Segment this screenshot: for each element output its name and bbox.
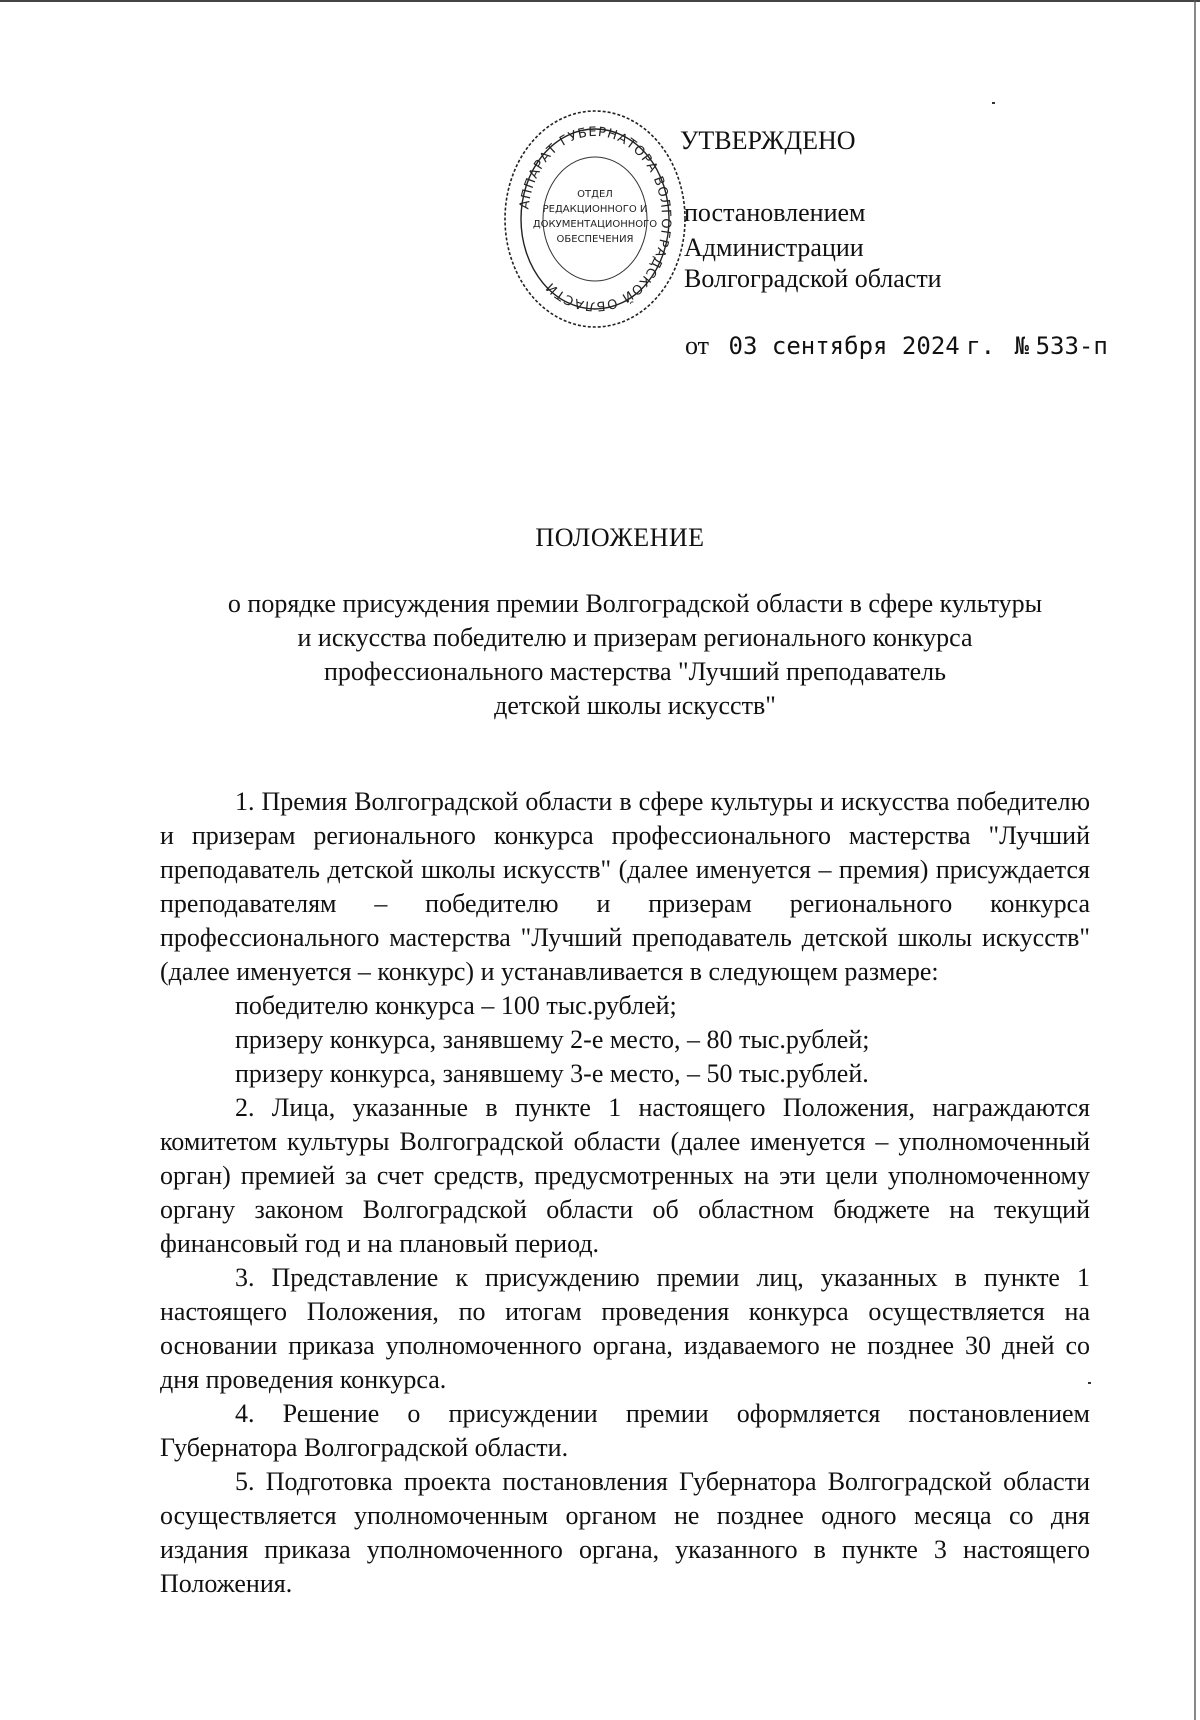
document-body <box>160 785 1090 1601</box>
prize-item-second: призеру конкурса, занявшему 2-е место, – 80 тыс.рублей; <box>235 1025 870 1054</box>
document-subtitle <box>160 587 1110 723</box>
approval-line: Администрации <box>684 233 864 262</box>
subtitle-line: детской школы искусств" <box>494 691 776 720</box>
approval-number-sign: № <box>1014 332 1030 360</box>
document-title: ПОЛОЖЕНИЕ <box>535 523 705 552</box>
scan-speck <box>992 102 995 104</box>
approval-title: УТВЕРЖДЕНО <box>680 126 856 155</box>
stamp-center-line: ОТДЕЛ <box>577 189 613 200</box>
stamp-center-line: ОБЕСПЕЧЕНИЯ <box>556 234 634 245</box>
scan-edge-top <box>0 0 1200 2</box>
approval-number: 533-п <box>1035 332 1108 360</box>
paragraph-3: 3. Представление к присуждению премии лиц, указанных в пункте 1 настоящего Положения, по итогам проведения конкурса осуществляется на основании приказа уполномоченного органа, издаваемого не позднее 30 дней со дня проведения конкурса. <box>160 1263 1090 1394</box>
official-stamp <box>500 104 690 334</box>
subtitle-line: профессионального мастерства "Лучший преподаватель <box>324 657 946 686</box>
paragraph-5: 5. Подготовка проекта постановления Губернатора Волгоградской области осуществляется уполномоченным органом не позднее одного месяца со дня издания приказа уполномоченного органа, указанного в пункте 3 настоящего Положения. <box>160 1467 1090 1598</box>
approval-year-suffix: г. <box>966 332 996 360</box>
subtitle-line: и искусства победителю и призерам регионального конкурса <box>297 623 973 652</box>
paragraph-1: 1. Премия Волгоградской области в сфере культуры и искусства победителю и призерам регионального конкурса профессионального мастерства "Лучший преподаватель детской школы искусств" (далее именуется – премия) присуждается преподавателям – победителю и призерам регионального конкурса профессионального мастерства "Лучший преподаватель детской школы искусств" (далее именуется – конкурс) и устанавливается в следующем размере: <box>160 787 1090 986</box>
approval-line: Волгоградской области <box>684 264 942 293</box>
approval-reference <box>685 330 1108 362</box>
stamp-center-line: ДОКУМЕНТАЦИОННОГО <box>532 219 658 230</box>
prize-item-winner: победителю конкурса – 100 тыс.рублей; <box>235 991 677 1020</box>
paragraph-2: 2. Лица, указанные в пункте 1 настоящего Положения, награждаются комитетом культуры Волгоградской области (далее именуется – уполномоченный орган) премией за счет средств, предусмотренных на эти цели уполномоченному органу законом Волгоградской области об областном бюджете на текущий финансовый год и на плановый период. <box>160 1093 1090 1258</box>
scan-edge-right <box>1194 0 1196 1720</box>
paragraph-4: 4. Решение о присуждении премии оформляется постановлением Губернатора Волгоградской области. <box>160 1399 1090 1462</box>
stamp-outer-text: АППАРАТ ГУБЕРНАТОРА ВОЛГОГРАДСКОЙ ОБЛАСТИ <box>517 124 674 314</box>
approval-date: 03 сентября 2024 <box>728 332 960 360</box>
approval-line: постановлением <box>684 198 866 227</box>
subtitle-line: о порядке присуждения премии Волгоградской области в сфере культуры <box>227 589 1043 618</box>
approval-ref-prefix: от <box>685 331 710 360</box>
prize-item-third: призеру конкурса, занявшему 3-е место, – 50 тыс.рублей. <box>235 1059 869 1088</box>
stamp-center-line: РЕДАКЦИОННОГО И <box>542 204 648 215</box>
